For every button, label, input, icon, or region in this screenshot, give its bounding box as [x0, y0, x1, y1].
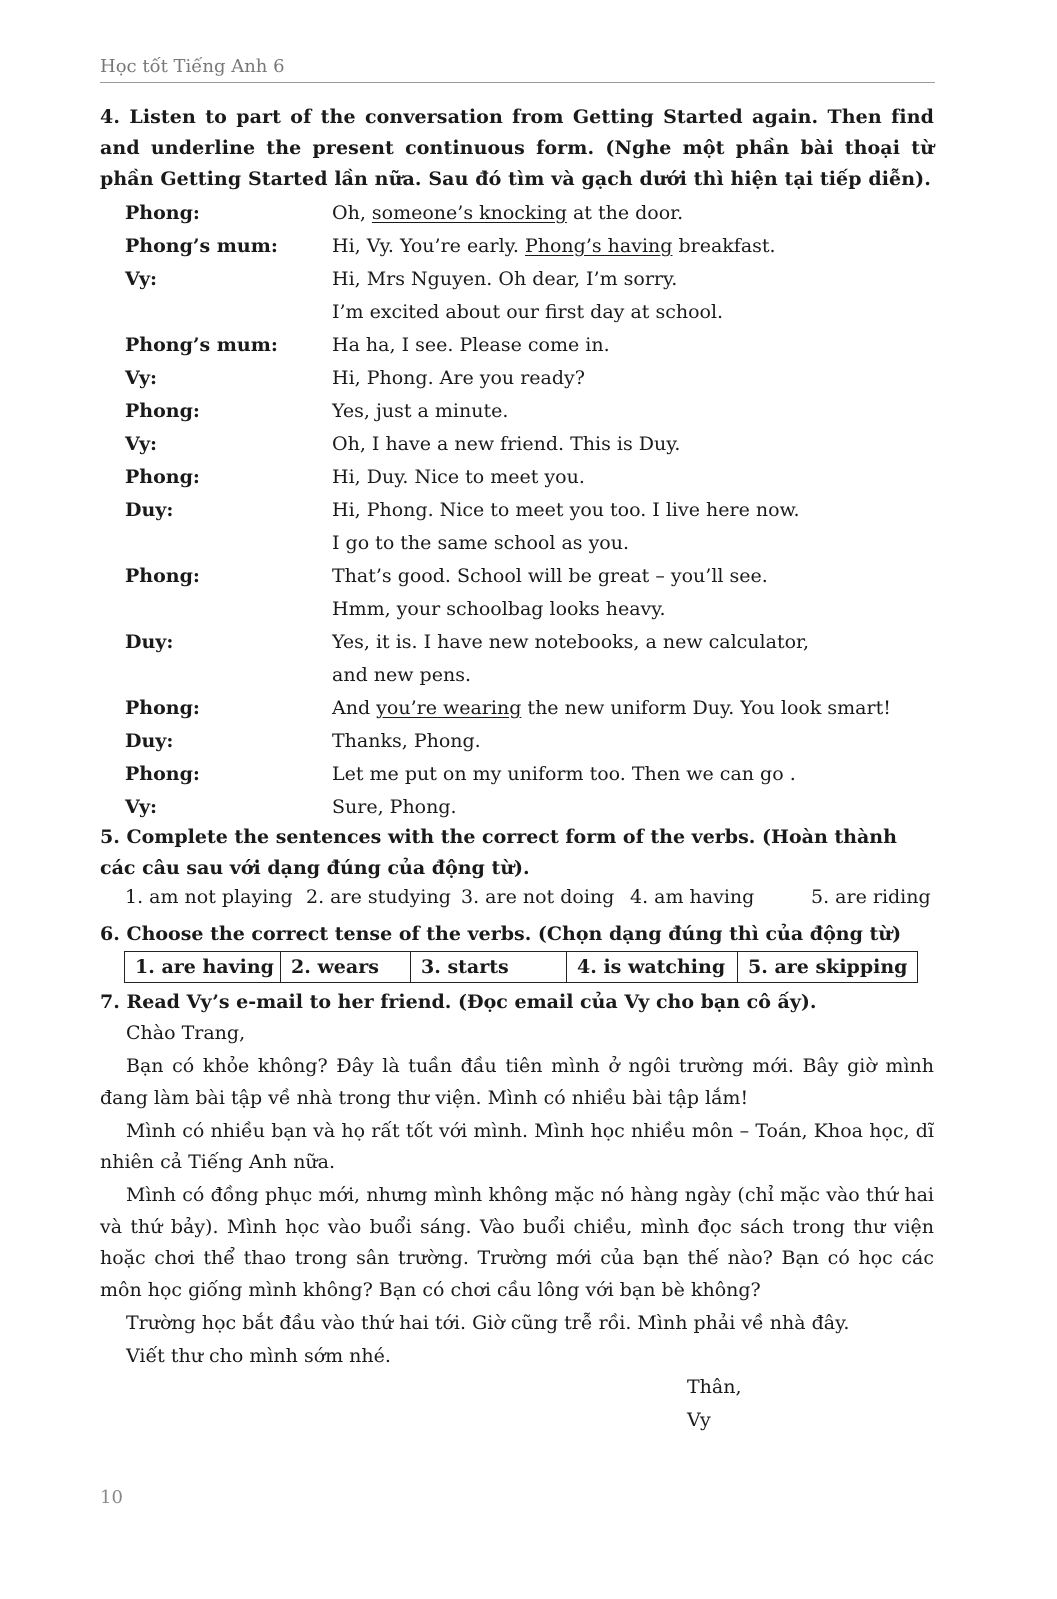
exercise-6-prompt: 6. Choose the correct tense of the verbs. (Chọn dạng đúng thì của động từ) [100, 923, 902, 945]
speaker-name: Vy: [125, 367, 158, 389]
line-text-part: breakfast. [672, 235, 776, 257]
dialogue-line [125, 461, 945, 494]
line-text [332, 692, 891, 725]
speaker-name: Phong: [125, 466, 200, 488]
line-text-part: Ha ha, I see. Please come in. [332, 334, 610, 356]
speaker-name: Phong: [125, 763, 200, 785]
email-greeting: Chào Trang, [126, 1022, 246, 1044]
ex6-answer-cell: 5. are skipping [738, 952, 918, 983]
exercise-7-prompt: 7. Read Vy’s e-mail to her friend. (Đọc email của Vy cho bạn cô ấy). [100, 991, 817, 1013]
speaker-name: Vy: [125, 268, 158, 290]
speaker-name: Phong: [125, 697, 200, 719]
speaker-name: Phong: [125, 202, 200, 224]
speaker-name: Vy: [125, 796, 158, 818]
ex6-answer-cell: 2. wears [281, 952, 411, 983]
dialogue-line [125, 626, 945, 659]
line-text-part: Thanks, Phong. [332, 730, 481, 752]
line-text [332, 791, 457, 824]
line-text-part: Oh, I have a new friend. This is Duy. [332, 433, 681, 455]
speaker-name: Duy: [125, 730, 174, 752]
line-text [332, 494, 800, 527]
exercise-5-prompt: 5. Complete the sentences with the correct form of the verbs. (Hoàn thành các câu sau với dạng đúng của động từ). [100, 826, 897, 879]
email-body [100, 1018, 934, 1374]
exercise-6-answer-table [124, 951, 918, 983]
dialogue-line [125, 791, 945, 824]
dialogue [125, 197, 945, 824]
line-text [332, 395, 508, 428]
speaker-name: Phong: [125, 565, 200, 587]
line-text-part: and new pens. [332, 664, 471, 686]
line-text-part: the new uniform Duy. You look smart! [521, 697, 891, 719]
dialogue-line [125, 197, 945, 230]
line-text [332, 560, 768, 593]
line-text-part: I’m excited about our first day at school. [332, 301, 724, 323]
email-paragraph: Viết thư cho mình sớm nhé. [126, 1344, 391, 1367]
line-text-part: Let me put on my uniform too. Then we can go . [332, 763, 796, 785]
line-text-part: Hmm, your schoolbag looks heavy. [332, 598, 666, 620]
speaker-name: Phong’s mum: [125, 334, 278, 356]
line-text [332, 329, 610, 362]
speaker-name: Duy: [125, 631, 174, 653]
line-text-part: I go to the same school as you. [332, 532, 630, 554]
ex6-answer-cell: 1. are having [125, 952, 281, 983]
speaker-name: Vy: [125, 433, 158, 455]
line-text-part: And [332, 697, 377, 719]
ex6-answer-cell: 3. starts [411, 952, 567, 983]
line-text [332, 362, 585, 395]
dialogue-line [125, 527, 945, 560]
exercise-4-prompt: 4. Listen to part of the conversation from Getting Started again. Then find and underline the present continuous form. (Nghe một phần bài thoại từ phần Getting Started lần nữa. Sau đó tìm và gạch dưới thì hiện tại tiếp diễn). [100, 106, 934, 190]
line-text [332, 626, 809, 659]
running-header [100, 56, 935, 83]
dialogue-line [125, 560, 945, 593]
ex5-answer: 4. am having [630, 886, 755, 908]
dialogue-line [125, 296, 945, 329]
email-paragraph: Trường học bắt đầu vào thứ hai tới. Giờ cũng trễ rồi. Mình phải về nhà đây. [126, 1311, 850, 1334]
dialogue-line [125, 725, 945, 758]
dialogue-line [125, 593, 945, 626]
line-text-part: Hi, Mrs Nguyen. Oh dear, I’m sorry. [332, 268, 678, 290]
page-number: 10 [100, 1487, 123, 1508]
line-text-part: Hi, Phong. Are you ready? [332, 367, 585, 389]
line-text-part: Hi, Vy. You’re early. [332, 235, 525, 257]
underlined-present-continuous: someone’s knocking [371, 202, 567, 224]
ex5-answer: 2. are studying [306, 886, 451, 908]
ex5-answer: 1. am not playing [125, 886, 293, 908]
line-text [332, 230, 776, 263]
underlined-present-continuous: you’re wearing [376, 697, 522, 719]
ex5-answer: 3. are not doing [461, 886, 615, 908]
header-title: Học tốt Tiếng Anh 6 [100, 56, 285, 77]
line-text [332, 296, 723, 329]
line-text-part: at the door. [566, 202, 684, 224]
email-paragraph: Bạn có khỏe không? Đây là tuần đầu tiên mình ở ngôi trường mới. Bây giờ mình đang làm bài tập về nhà trong thư viện. Mình có nhiều bài tập lắm! [100, 1055, 934, 1109]
dialogue-line [125, 263, 945, 296]
line-text-part: Oh, [332, 202, 372, 224]
speaker-name: Duy: [125, 499, 174, 521]
email-paragraph: Mình có đồng phục mới, nhưng mình không mặc nó hàng ngày (chỉ mặc vào thứ hai và thứ bảy). Mình học vào buổi sáng. Vào buổi chiều, mình đọc sách trong thư viện hoặc chơi thể thao trong sân trường. Trường mới của bạn thế nào? Bạn có học các môn học giống mình không? Bạn có chơi cầu lông với bạn bè không? [100, 1184, 934, 1301]
line-text [332, 197, 683, 230]
dialogue-line [125, 692, 945, 725]
line-text-part: That’s good. School will be great – you’ll see. [332, 565, 768, 587]
line-text [332, 527, 629, 560]
line-text-part: Hi, Duy. Nice to meet you. [332, 466, 585, 488]
dialogue-line [125, 329, 945, 362]
email-paragraph: Mình có nhiều bạn và họ rất tốt với mình. Mình học nhiều môn – Toán, Khoa học, dĩ nhiên cả Tiếng Anh nữa. [100, 1119, 934, 1173]
line-text [332, 758, 796, 791]
line-text [332, 659, 471, 692]
email-closing: Thân, [687, 1376, 742, 1398]
line-text [332, 593, 666, 626]
line-text [332, 428, 680, 461]
line-text-part: Hi, Phong. Nice to meet you too. I live here now. [332, 499, 800, 521]
underlined-present-continuous: Phong’s having [524, 235, 673, 257]
line-text-part: Yes, just a minute. [332, 400, 509, 422]
dialogue-line [125, 230, 945, 263]
line-text [332, 725, 481, 758]
ex5-answer: 5. are riding [811, 886, 931, 908]
dialogue-line [125, 428, 945, 461]
line-text [332, 461, 585, 494]
dialogue-line [125, 494, 945, 527]
speaker-name: Phong: [125, 400, 200, 422]
ex6-answer-cell: 4. is watching [567, 952, 738, 983]
line-text-part: Sure, Phong. [332, 796, 457, 818]
dialogue-line [125, 395, 945, 428]
dialogue-line [125, 758, 945, 791]
speaker-name: Phong’s mum: [125, 235, 278, 257]
line-text-part: Yes, it is. I have new notebooks, a new calculator, [332, 631, 810, 653]
dialogue-line [125, 362, 945, 395]
line-text [332, 263, 677, 296]
dialogue-line [125, 659, 945, 692]
email-signature: Vy [687, 1409, 711, 1431]
